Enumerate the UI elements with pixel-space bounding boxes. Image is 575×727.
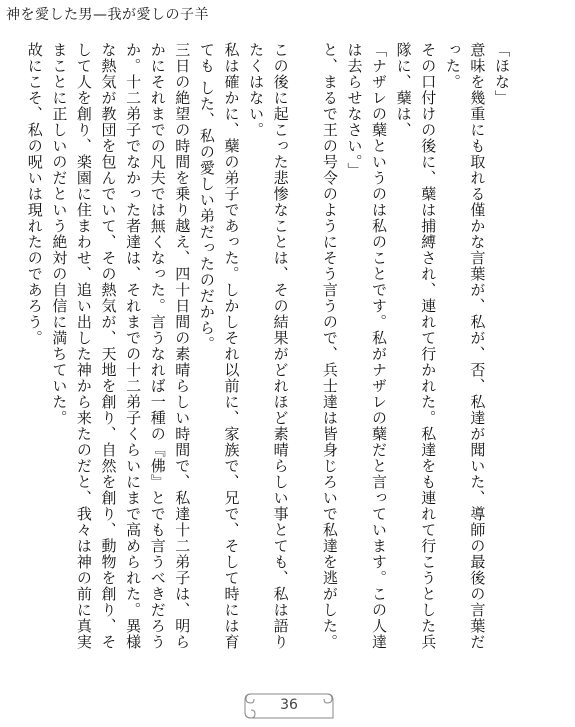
paragraph: 意味を幾重にも取れる僅かな言葉が、私が、否、私達が聞いた、導師の最後の言葉だった。 [443, 42, 487, 650]
paragraph: この後に起こった悲惨なことは、その結果がどれほど素晴らしい事とても、私は語りたくはない。 [247, 42, 290, 650]
page-body [14, 42, 514, 662]
paragraph: その口付けの後に、蘖は捕縛され、連れて行かれた。私達をも連れて行こうとした兵隊に、蘖は、 [394, 42, 438, 650]
page-number: 36 [280, 697, 298, 713]
page-number-scroll [243, 688, 335, 722]
paragraph: 故にこそ、私の呪いは現れたのであろう。 [25, 42, 44, 346]
paragraph: 「ほな」 [493, 42, 511, 106]
paragraph: 三日の絶望の時間を乗り越え、四十日間の素晴らしい時間で、私達十二弟子は、明らかにそれまでの凡夫では無くなった。言うなれば一種の『佛』とでも言うべきだろうか。十二弟子でなかった者達は、それまでの十二弟子くらいにまで高められた。異様な熱気が教団を包んでいて、その熱気が、天地を創り、自然を創り、動物を創り、そして人を創り、楽園に住まわせ、追い出した神から来たのだと、我々は神の前に真実まことに正しいのだという絶対の自信に満ちていた。 [50, 42, 192, 650]
paragraph: 私は確かに、蘖の弟子であった。しかしそれ以前に、家族で、兄で、そして時には育ても した、私の愛しい弟だったのだから。 [197, 42, 241, 650]
paragraph: と、まるで王の号令のようにそう言うので、兵士達は皆身じろいで私達を逃がした。 [320, 42, 339, 650]
paragraph: 「ナザレの蘖というのは私のことです。私がナザレの蘖だと言っています。この人達は去らせなさい。」 [345, 42, 389, 650]
book-title: 神を愛した男—我が愛しの子羊 [6, 7, 209, 23]
vertical-text-column [22, 42, 514, 662]
paragraph-spacer [293, 42, 318, 662]
